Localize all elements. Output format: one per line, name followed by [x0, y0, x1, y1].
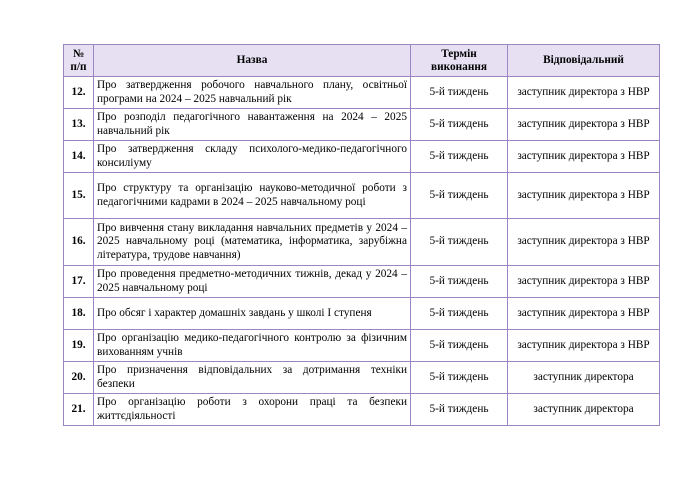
row-name: Про організацію роботи з охорони праці та безпеки життєдіяльності — [94, 394, 411, 426]
row-responsible: заступник директора з НВР — [508, 141, 660, 173]
header-row — [64, 45, 660, 77]
table-row — [64, 394, 660, 426]
row-term: 5-й тиждень — [411, 394, 508, 426]
table-row — [64, 362, 660, 394]
row-name: Про структуру та організацію науково-методичної роботи з педагогічними кадрами в 2024 – 2025 навчальному році — [94, 173, 411, 219]
table-row — [64, 219, 660, 266]
header-responsible: Відповідальний — [508, 45, 660, 77]
row-number: 16. — [64, 219, 94, 266]
row-responsible: заступник директора з НВР — [508, 330, 660, 362]
header-name: Назва — [94, 45, 411, 77]
row-name: Про обсяг і характер домашніх завдань у школі І ступеня — [94, 298, 411, 330]
row-term: 5-й тиждень — [411, 362, 508, 394]
row-term: 5-й тиждень — [411, 298, 508, 330]
row-number: 14. — [64, 141, 94, 173]
row-responsible: заступник директора з НВР — [508, 298, 660, 330]
table-row — [64, 173, 660, 219]
row-responsible: заступник директора з НВР — [508, 109, 660, 141]
row-name: Про затвердження складу психолого-медико-педагогічного консиліуму — [94, 141, 411, 173]
row-name: Про затвердження робочого навчального плану, освітньої програми на 2024 – 2025 навчальний рік — [94, 77, 411, 109]
row-responsible: заступник директора — [508, 362, 660, 394]
row-responsible: заступник директора з НВР — [508, 173, 660, 219]
table-row — [64, 266, 660, 298]
header-num: № п/п — [64, 45, 94, 77]
row-responsible: заступник директора з НВР — [508, 219, 660, 266]
row-term: 5-й тиждень — [411, 141, 508, 173]
row-number: 13. — [64, 109, 94, 141]
row-number: 20. — [64, 362, 94, 394]
row-name: Про організацію медико-педагогічного контролю за фізичним вихованням учнів — [94, 330, 411, 362]
row-term: 5-й тиждень — [411, 173, 508, 219]
row-number: 18. — [64, 298, 94, 330]
row-term: 5-й тиждень — [411, 77, 508, 109]
row-term: 5-й тиждень — [411, 109, 508, 141]
row-responsible: заступник директора з НВР — [508, 77, 660, 109]
row-name: Про вивчення стану викладання навчальних предметів у 2024 – 2025 навчальному році (математика, інформатика, зарубіжна література, трудове навчання) — [94, 219, 411, 266]
table-row — [64, 330, 660, 362]
table-row — [64, 141, 660, 173]
plan-table — [63, 44, 660, 426]
row-number: 21. — [64, 394, 94, 426]
row-term: 5-й тиждень — [411, 330, 508, 362]
row-term: 5-й тиждень — [411, 266, 508, 298]
row-name: Про призначення відповідальних за дотримання техніки безпеки — [94, 362, 411, 394]
row-responsible: заступник директора з НВР — [508, 266, 660, 298]
row-number: 19. — [64, 330, 94, 362]
row-number: 12. — [64, 77, 94, 109]
row-term: 5-й тиждень — [411, 219, 508, 266]
row-number: 15. — [64, 173, 94, 219]
table-row — [64, 298, 660, 330]
row-name: Про проведення предметно-методичних тижнів, декад у 2024 – 2025 навчальному році — [94, 266, 411, 298]
table-row — [64, 109, 660, 141]
row-number: 17. — [64, 266, 94, 298]
row-name: Про розподіл педагогічного навантаження на 2024 – 2025 навчальний рік — [94, 109, 411, 141]
row-responsible: заступник директора — [508, 394, 660, 426]
table-row — [64, 77, 660, 109]
header-term: Термін виконання — [411, 45, 508, 77]
